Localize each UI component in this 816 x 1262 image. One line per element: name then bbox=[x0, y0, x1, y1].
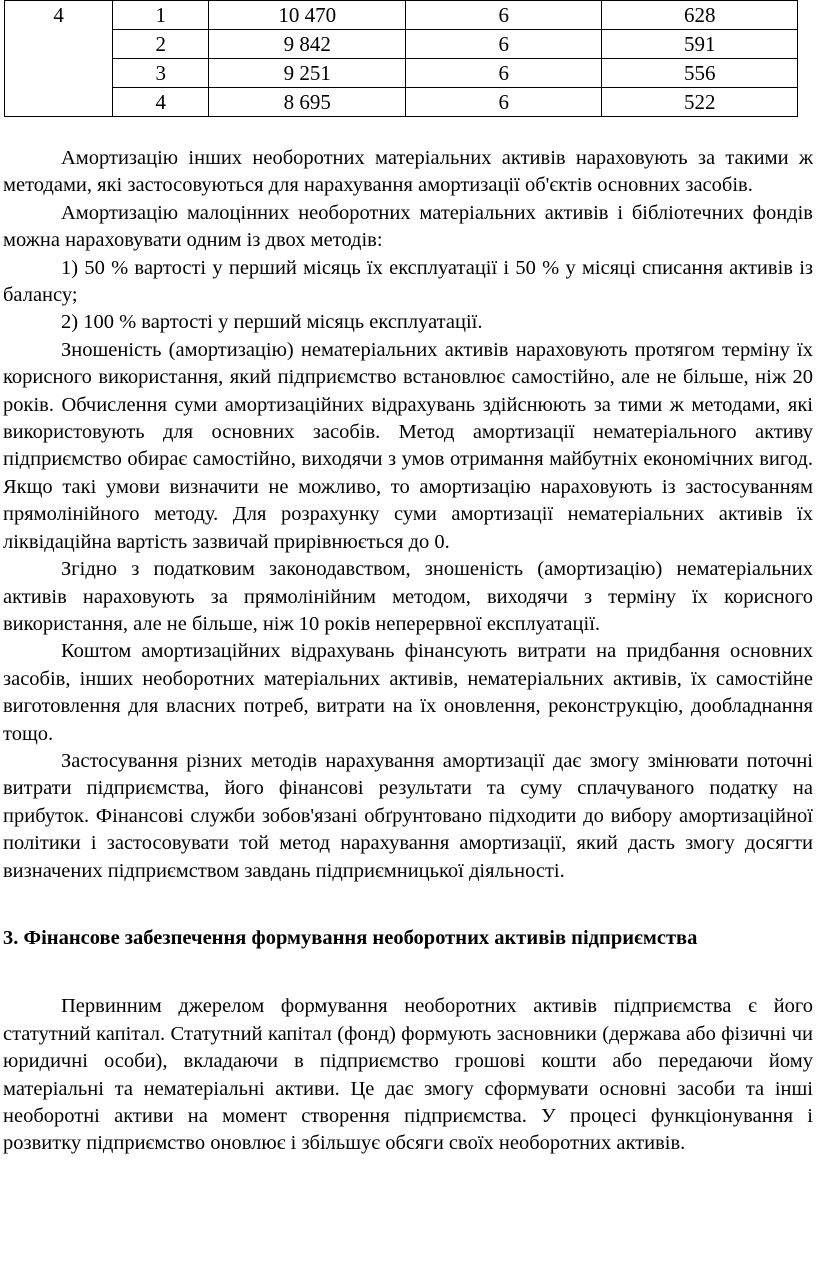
list-item: 2) 100 % вартості у перший місяць експлуатації. bbox=[61, 311, 483, 334]
table-cell: 4 bbox=[113, 88, 209, 117]
paragraph: Амортизацію інших необоротних матеріальних активів нараховують за такими ж методами, які застосовуються для нарахування амортизації об'єктів основних засобів. bbox=[3, 147, 813, 197]
table-cell: 8 695 bbox=[209, 88, 406, 117]
table-cell: 556 bbox=[602, 59, 798, 88]
table-cell: 9 251 bbox=[209, 59, 406, 88]
section-heading: 3. Фінансове забезпечення формування необоротних активів підприємства bbox=[3, 926, 698, 949]
table-row bbox=[5, 88, 798, 117]
table-cell: 1 bbox=[113, 1, 209, 30]
paragraph: Первинним джерелом формування необоротних активів підприємства є його статутний капітал. Статутний капітал (фонд) формують засновники (держава або фізичні чи юридичні особи), вкладаючи в підприємство грошові кошти або передаючи йому матеріальні та нематеріальні активи. Це дає змогу сформувати основні засоби та інші необоротні активи на момент створення підприємства. У процесі функціонування і розвитку підприємство оновлює і збільшує обсяги своїх необоротних активів. bbox=[3, 995, 813, 1155]
depreciation-table bbox=[4, 0, 798, 117]
paragraph: Застосування різних методів нарахування амортизації дає змогу змінювати поточні витрати підприємства, його фінансові результати та суму сплачуваного податку на прибуток. Фінансові служби зобов'язані обґрунтовано підходити до вибору амортизаційної політики і застосовувати той метод нарахування амортизації, який дасть змогу досягти визначених підприємством завдань підприємницької діяльності. bbox=[3, 749, 813, 882]
paragraph: Амортизацію малоцінних необоротних матеріальних активів і бібліотечних фондів можна нараховувати одним із двох методів: bbox=[3, 201, 813, 252]
table-cell: 6 bbox=[406, 30, 602, 59]
paragraph: Згідно з податковим законодавством, зношеність (амортизацію) нематеріальних активів нараховують за прямолінійним методом, виходячи з терміну їх корисного використання, але не більше, ніж 10 років неперервної експлуатації. bbox=[3, 558, 813, 635]
table-cell: 6 bbox=[406, 88, 602, 117]
group-number-cell: 4 bbox=[5, 1, 113, 117]
paragraph: Коштом амортизаційних відрахувань фінансують витрати на придбання основних засобів, інших необоротних матеріальних активів, нематеріальних активів, їх самостійне виготовлення для власних потреб, витрати на їх оновлення, реконструкцію, дообладнання тощо. bbox=[3, 640, 813, 745]
paragraph: Зношеність (амортизацію) нематеріальних активів нараховують протягом терміну їх корисного використання, який підприємство встановлює самостійно, але не більше, ніж 20 років. Обчислення суми амортизаційних відрахувань здійснюють за тими ж методами, які використовують для основних засобів. Метод амортизації нематеріального активу підприємство обирає самостійно, виходячи з умов отримання майбутніх економічних вигод. Якщо такі умови визначити не можливо, то амортизацію нараховують із застосуванням прямолінійного методу. Для розрахунку суми амортизації нематеріальних активів їх ліквідаційна вартість зазвичай прирівнюється до 0. bbox=[3, 338, 813, 553]
table-cell: 6 bbox=[406, 59, 602, 88]
table-cell: 3 bbox=[113, 59, 209, 88]
table-cell: 591 bbox=[602, 30, 798, 59]
table-cell: 522 bbox=[602, 88, 798, 117]
table-cell: 2 bbox=[113, 30, 209, 59]
table-row bbox=[5, 59, 798, 88]
list-item: 1) 50 % вартості у перший місяць їх експлуатації і 50 % у місяці списання активів із балансу; bbox=[3, 256, 813, 307]
table-cell: 10 470 bbox=[209, 1, 406, 30]
table-cell: 9 842 bbox=[209, 30, 406, 59]
table-row bbox=[5, 30, 798, 59]
table-cell: 628 bbox=[602, 1, 798, 30]
table-row bbox=[5, 1, 798, 30]
table-cell: 6 bbox=[406, 1, 602, 30]
body-text bbox=[3, 145, 813, 1158]
